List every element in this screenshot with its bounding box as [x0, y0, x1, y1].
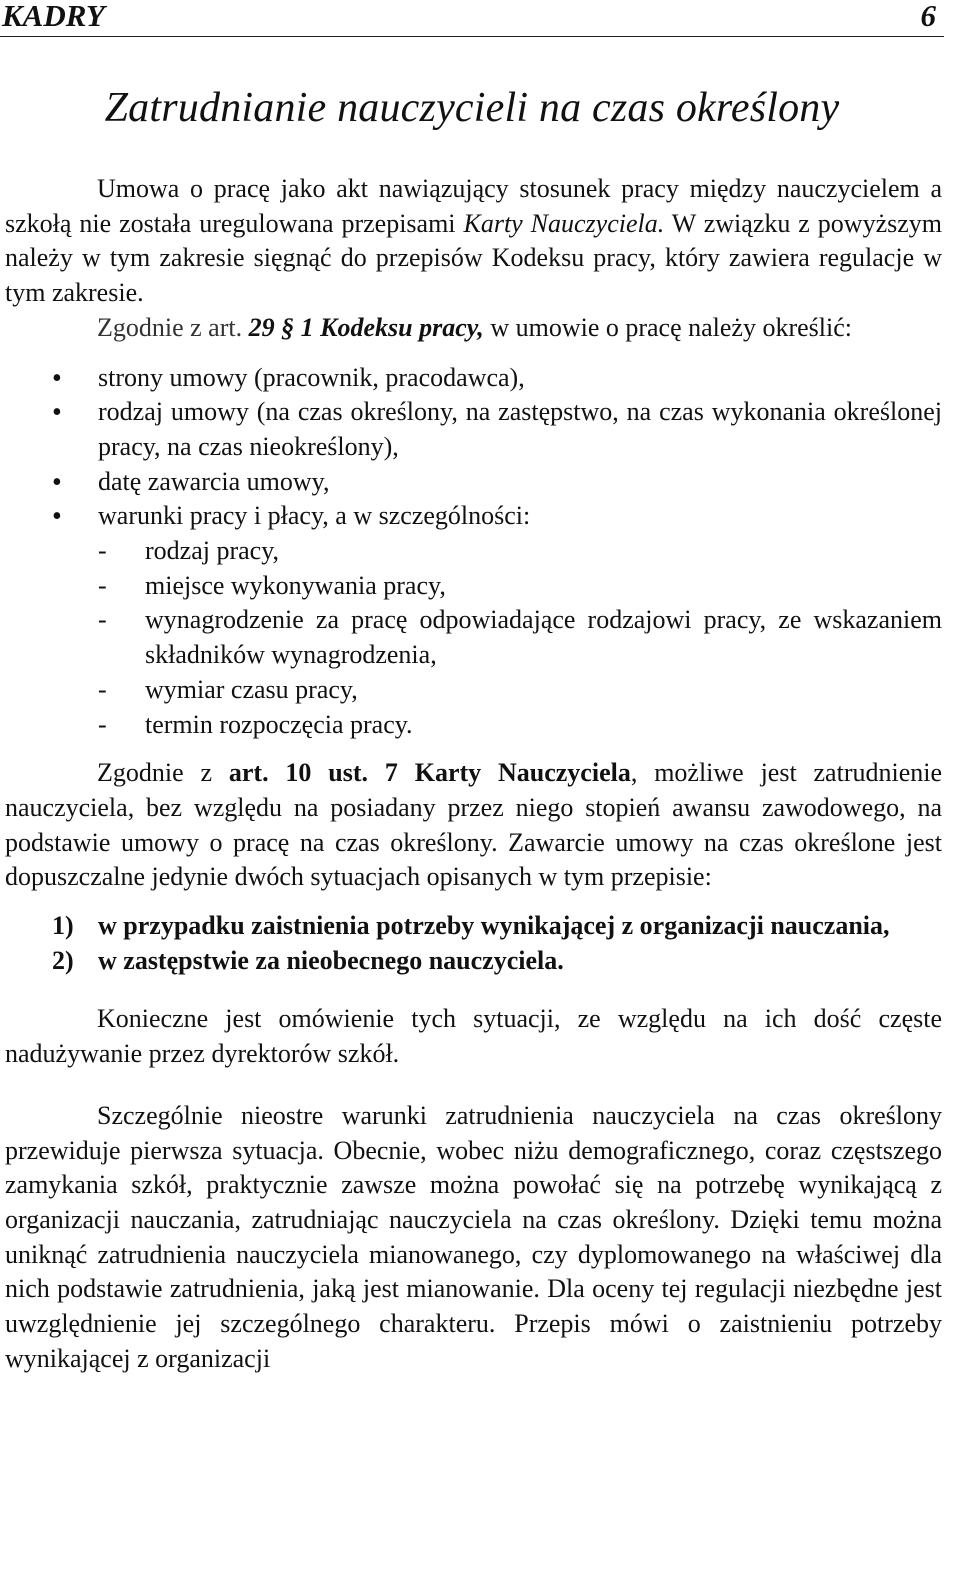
page-header	[0, 0, 944, 37]
list-item: • datę zawarcia umowy,	[5, 465, 942, 500]
situations-list	[5, 909, 942, 978]
work-conditions-list	[5, 534, 942, 742]
list-item: - wymiar czasu pracy,	[5, 673, 942, 708]
list-item: - termin rozpoczęcia pracy.	[5, 708, 942, 743]
section-title: KADRY	[2, 0, 105, 33]
bullet-icon: •	[52, 362, 62, 394]
dash-icon: -	[98, 536, 107, 566]
article-body	[5, 172, 942, 1377]
first-situation-paragraph: Szczególnie nieostre warunki zatrudnienia nauczyciela na czas określony przewiduje pierwsza sytuacja. Obecnie, wobec niżu demograficznego, coraz częstszego zamykania szkół, praktycznie zawsze można powołać się na potrzebę wynikającą z organizacji nauczania, zatrudniając nauczyciela na czas określony. Dzięki temu można uniknąć zatrudnienia nauczyciela mianowanego, czy dyplomowanego na właściwej dla nich podstawie zatrudnienia, jaką jest mianowanie. Dla oceny tej regulacji niezbędne jest uwzględnienie jej szczególnego charakteru. Przepis mówi o zaistnieniu potrzeby wynikającej z organizacji	[5, 1100, 942, 1373]
bullet-icon: •	[52, 501, 62, 533]
list-item: - miejsce wykonywania pracy,	[5, 569, 942, 604]
list-item: - rodzaj pracy,	[5, 534, 942, 569]
list-item: • rodzaj umowy (na czas określony, na zastępstwo, na czas wykonania określonej pracy, na czas nieokreślony),	[52, 397, 942, 461]
code-reference-paragraph: Zgodnie z art. 29 § 1 Kodeksu pracy, w umowie o pracę należy określić:	[97, 312, 853, 342]
bullet-icon: •	[52, 466, 62, 498]
article-title: Zatrudnianie nauczycieli na czas określony	[104, 85, 840, 131]
dash-icon: -	[98, 605, 107, 635]
dash-icon: -	[98, 570, 107, 600]
page-number: 6	[920, 0, 936, 33]
contract-elements-list	[5, 361, 942, 535]
bullet-icon: •	[52, 397, 62, 429]
list-item: 1) w przypadku zaistnienia potrzeby wynikającej z organizacji nauczania,	[52, 911, 890, 941]
list-item: • strony umowy (pracownik, pracodawca),	[5, 361, 942, 396]
dash-icon: -	[98, 709, 107, 739]
list-item: - wynagrodzenie za pracę odpowiadające rodzajowi pracy, ze wskazaniem składników wynagrodzenia,	[98, 605, 942, 670]
abuse-paragraph: Konieczne jest omówienie tych sytuacji, ze względu na ich dość częste nadużywanie przez dyrektorów szkół.	[5, 1004, 942, 1069]
dash-icon: -	[98, 674, 107, 704]
art10-paragraph: Zgodnie z art. 10 ust. 7 Karty Nauczyciela, możliwe jest zatrudnienie nauczyciela, bez względu na posiadany przez niego stopień awansu zawodowego, na podstawie umowy o pracę na czas określony. Zawarcie umowy na czas określone jest dopuszczalne jedynie dwóch sytuacjach opisanych w tym przepisie:	[5, 758, 943, 892]
list-item: 2) w zastępstwie za nieobecnego nauczyciela.	[52, 945, 564, 975]
intro-paragraph: Umowa o pracę jako akt nawiązujący stosunek pracy między nauczycielem a szkołą nie została uregulowana przepisami Karty Nauczyciela. W związku z powyższym należy w tym zakresie sięgnąć do przepisów Kodeksu pracy, który zawiera regulacje w tym zakresie.	[5, 174, 942, 308]
list-item: • warunki pracy i płacy, a w szczególności:	[5, 499, 942, 534]
